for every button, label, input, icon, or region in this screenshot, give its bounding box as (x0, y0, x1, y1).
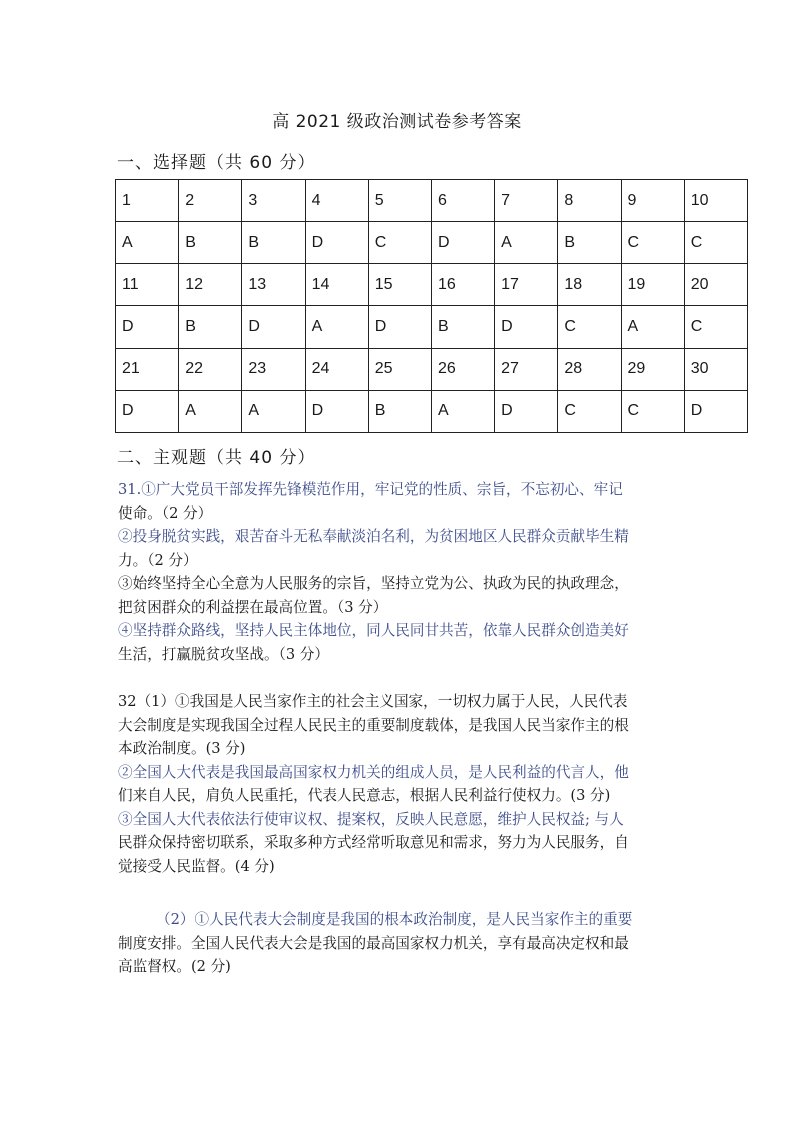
answer-31 (118, 478, 688, 666)
table-cell: 25 (368, 348, 431, 390)
table-cell: 18 (558, 264, 621, 306)
section-heading-subjective: 二、主观题（共 40 分） (117, 448, 316, 468)
table-cell: C (368, 222, 431, 264)
table-cell: 23 (242, 348, 305, 390)
table-cell: C (621, 390, 684, 432)
table-cell: 21 (116, 348, 179, 390)
table-cell: C (558, 390, 621, 432)
answer-line: 力。（2 分） (118, 551, 198, 569)
answer-line: 制度安排。全国人民代表大会是我国的最高国家权力机关，享有最高决定权和最 (118, 934, 629, 952)
table-cell: D (368, 306, 431, 348)
section-heading-choice: 一、选择题（共 60 分） (117, 153, 316, 173)
table-cell: 28 (558, 348, 621, 390)
table-cell: 20 (684, 264, 747, 306)
table-cell: D (116, 306, 179, 348)
table-cell: C (684, 222, 747, 264)
answer-line: （2）①人民代表大会制度是我国的根本政治制度，是人民当家作主的重要 (156, 911, 633, 928)
table-row (116, 222, 748, 264)
table-cell: 3 (242, 180, 305, 222)
table-cell: 1 (116, 180, 179, 222)
answer-line: 觉接受人民监督。(4 分) (118, 857, 275, 875)
answer-line: ③始终坚持全心全意为人民服务的宗旨，坚持立党为公、执政为民的执政理念， (118, 575, 629, 592)
table-cell: 7 (495, 180, 558, 222)
table-cell: A (431, 390, 494, 432)
table-cell: 16 (431, 264, 494, 306)
table-cell: 26 (431, 348, 494, 390)
table-cell: 22 (179, 348, 242, 390)
table-cell: B (179, 306, 242, 348)
table-cell: D (495, 390, 558, 432)
table-cell: B (242, 222, 305, 264)
table-cell: 29 (621, 348, 684, 390)
answer-32-part2 (118, 908, 688, 979)
table-row (116, 264, 748, 306)
table-cell: D (431, 222, 494, 264)
table-cell: C (684, 306, 747, 348)
table-cell: D (242, 306, 305, 348)
answer-line: 本政治制度。(3 分) (118, 740, 246, 757)
table-cell: 5 (368, 180, 431, 222)
table-row (116, 306, 748, 348)
table-cell: B (179, 222, 242, 264)
table-cell: 14 (305, 264, 368, 306)
table-row (116, 180, 748, 222)
table-cell: A (305, 306, 368, 348)
table-cell: 10 (684, 180, 747, 222)
table-cell: A (179, 390, 242, 432)
table-cell: C (621, 222, 684, 264)
page-title: 高 2021 级政治测试卷参考答案 (272, 112, 522, 132)
table-cell: 19 (621, 264, 684, 306)
table-cell: B (368, 390, 431, 432)
table-cell: B (558, 222, 621, 264)
table-cell: D (305, 222, 368, 264)
table-cell: D (684, 390, 747, 432)
table-cell: 15 (368, 264, 431, 306)
answer-line: ④坚持群众路线，坚持人民主体地位，同人民同甘共苦，依靠人民群众创造美好 (118, 622, 629, 639)
answer-line: 高监督权。(2 分) (118, 958, 231, 975)
table-cell: D (116, 390, 179, 432)
table-cell: 13 (242, 264, 305, 306)
table-cell: 2 (179, 180, 242, 222)
table-cell: 9 (621, 180, 684, 222)
table-cell: 11 (116, 264, 179, 306)
answer-line: 们来自人民，肩负人民重托，代表人民意志，根据人民利益行使权力。(3 分) (118, 787, 611, 804)
table-cell: 6 (431, 180, 494, 222)
table-cell: 12 (179, 264, 242, 306)
table-cell: 4 (305, 180, 368, 222)
answer-line: 把贫困群众的利益摆在最高位置。（3 分） (118, 598, 388, 616)
table-row (116, 348, 748, 390)
answer-line: 32（1）①我国是人民当家作主的社会主义国家，一切权力属于人民，人民代表 (118, 693, 628, 710)
table-cell: A (621, 306, 684, 348)
answer-line: 31.①广大党员干部发挥先锋模范作用，牢记党的性质、宗旨，不忘初心、牢记 (118, 481, 623, 498)
answer-line: 大会制度是实现我国全过程人民民主的重要制度载体，是我国人民当家作主的根 (118, 716, 629, 734)
answer-table (115, 179, 748, 433)
answer-line: 民群众保持密切联系，采取多种方式经常听取意见和需求，努力为人民服务，自 (118, 834, 629, 851)
table-cell: B (431, 306, 494, 348)
table-cell: A (242, 390, 305, 432)
table-cell: 24 (305, 348, 368, 390)
answer-32-part1 (118, 690, 688, 878)
table-cell: 27 (495, 348, 558, 390)
answer-line: 生活，打赢脱贫攻坚战。（3 分） (118, 645, 329, 663)
answer-line: ③全国人大代表依法行使审议权、提案权，反映人民意愿，维护人民权益; 与人 (118, 810, 624, 828)
answer-line: ②投身脱贫实践，艰苦奋斗无私奉献淡泊名利，为贫困地区人民群众贡献毕生精 (118, 528, 629, 545)
table-cell: 17 (495, 264, 558, 306)
answer-line: ②全国人大代表是我国最高国家权力机关的组成人员，是人民利益的代言人，他 (118, 763, 629, 781)
table-cell: D (305, 390, 368, 432)
table-row (116, 390, 748, 432)
table-cell: 8 (558, 180, 621, 222)
table-cell: D (495, 306, 558, 348)
answer-line: 使命。（2 分） (118, 504, 213, 522)
table-cell: 30 (684, 348, 747, 390)
table-cell: A (116, 222, 179, 264)
table-cell: C (558, 306, 621, 348)
table-cell: A (495, 222, 558, 264)
